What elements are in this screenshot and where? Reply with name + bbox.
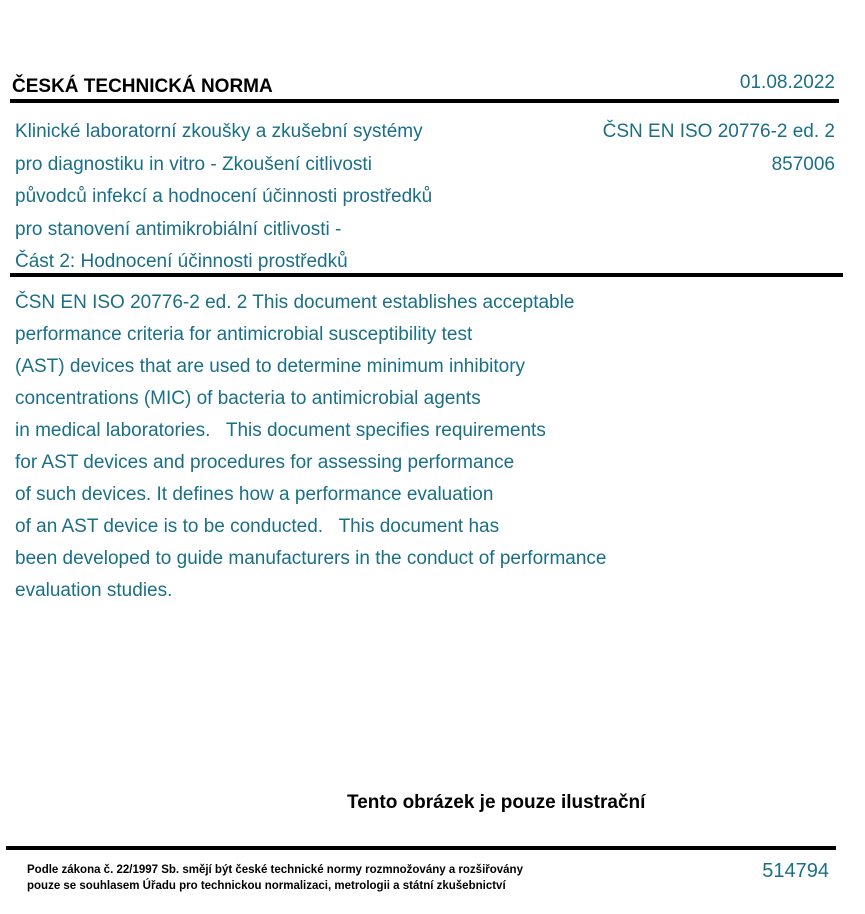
abstract-line: of an AST device is to be conducted. This document has (15, 516, 500, 537)
abstract-line: evaluation studies. (15, 580, 173, 601)
title-line: pro diagnostiku in vitro - Zkoušení citlivosti (15, 153, 372, 175)
abstract-text (15, 287, 607, 607)
title-line: původců infekcí a hodnocení účinnosti prostředků (15, 186, 433, 207)
standard-code: ČSN EN ISO 20776-2 ed. 2 (602, 121, 835, 142)
classification-number: 857006 (771, 153, 835, 175)
title-line: Klinické laboratorní zkoušky a zkušební systémy (15, 121, 423, 142)
middle-divider (10, 273, 843, 277)
abstract-line: of such devices. It defines how a performance evaluation (15, 484, 494, 505)
abstract-line: in medical laboratories. This document specifies requirements (15, 420, 546, 441)
abstract-line: ČSN EN ISO 20776-2 ed. 2 This document establishes acceptable (15, 292, 575, 313)
abstract-line: (AST) devices that are used to determine minimum inhibitory (15, 356, 526, 377)
abstract-line: been developed to guide manufacturers in the conduct of performance (15, 548, 607, 569)
legal-line: pouze se souhlasem Úřadu pro technickou normalizaci, metrologii a státní zkušebnictví (27, 880, 506, 892)
illustrative-note: Tento obrázek je pouze ilustrační (347, 792, 646, 813)
abstract-line: concentrations (MIC) of bacteria to antimicrobial agents (15, 388, 481, 409)
document-title (15, 116, 535, 279)
bottom-divider (6, 846, 836, 850)
standard-type-heading: ČESKÁ TECHNICKÁ NORMA (12, 76, 273, 97)
legal-notice (27, 862, 523, 894)
catalog-number: 514794 (762, 860, 829, 882)
abstract-line: for AST devices and procedures for assessing performance (15, 452, 515, 473)
title-line: Část 2: Hodnocení účinnosti prostředků (15, 251, 348, 272)
abstract-line: performance criteria for antimicrobial susceptibility test (15, 324, 473, 345)
document-identifier (603, 116, 835, 181)
legal-line: Podle zákona č. 22/1997 Sb. smějí být české technické normy rozmnožovány a rozšiřovány (27, 864, 523, 876)
top-divider (10, 99, 839, 103)
title-line: pro stanovení antimikrobiální citlivosti - (15, 218, 342, 240)
publication-date: 01.08.2022 (739, 72, 835, 93)
